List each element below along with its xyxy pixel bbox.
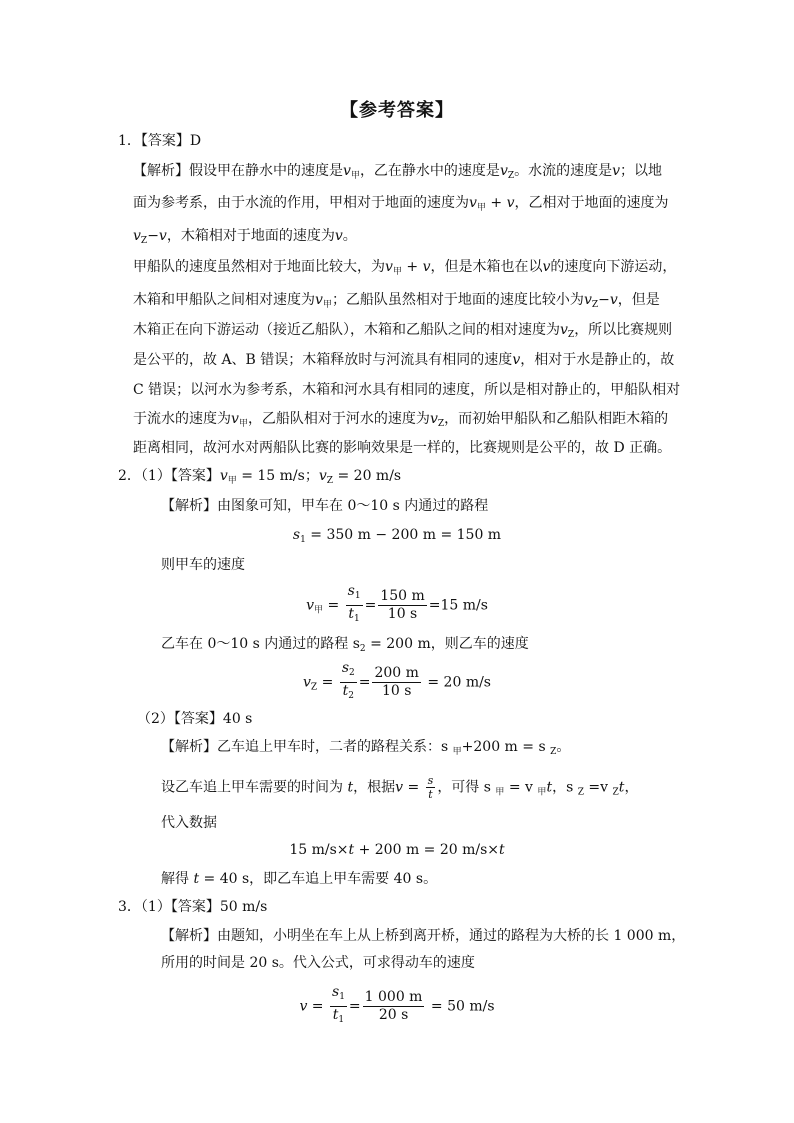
q2-analysis-line-3: 乙车在 0～10 s 内通过的路程 $s_2 = 200$ m，则乙车的速度 — [161, 636, 529, 654]
q2-analysis-line-2: 则甲车的速度 — [161, 557, 245, 573]
q3-equation-speed: v = $\frac{s_1}{t_1}$ = $\frac{1 000 m}{20 s}$ = 50 m/s — [299, 984, 495, 1025]
q2-equation-speed-jia: $v_甲$ = $\frac{s_1}{t_1}$ = $\frac{150 m}{10 s}$ =15 m/s — [306, 583, 488, 624]
q2-equation-distance: $s_1 = 350$ m − 200 m = 150 m — [292, 527, 502, 545]
q2-answer-heading-2: （2）【答案】40 s — [137, 711, 253, 727]
q1-analysis-line-10: 距离相同，故河水对两船队比赛的影响效果是一样的，比赛规则是公平的，故 D 正确。 — [133, 440, 672, 456]
q1-analysis-line-7: 是公平的，故 A、B 错误；木箱释放时与河流具有相同的速度v，相对于水是静止的，故 — [133, 352, 675, 368]
q3-answer-heading: 3．（1）【答案】50 m/s — [118, 899, 268, 915]
q1-analysis-line-4: 甲船队的速度虽然相对于地面比较大，为$v_甲 + v$，但是木箱也在以v的速度向下游运动， — [133, 259, 677, 277]
q2-analysis-line-6: 代入数据 — [161, 815, 217, 831]
q1-analysis-line-3: $v_Z-v$，木箱相对于地面的速度为v。 — [133, 228, 357, 246]
q1-analysis-line-5: 木箱和甲船队之间相对速度为$v_甲$；乙船队虽然相对于地面的速度比较小为$v_Z-v$，但是 — [133, 292, 660, 310]
page-title: 【参考答案】 — [340, 100, 454, 121]
q1-analysis-line-6: 木箱正在向下游运动（接近乙船队），木箱和乙船队之间的相对速度为$v_Z$，所以比赛规则 — [133, 322, 673, 340]
q2-analysis-line-7: 解得 t = 40 s，即乙车追上甲车需要 40 s。 — [161, 871, 438, 887]
q2-equation-speed-yi: $v_Z$ = $\frac{s_2}{t_2}$ = $\frac{200 m}{10 s}$ = 20 m/s — [302, 660, 491, 701]
q3-analysis-line-1: 【解析】由题知，小明坐在车上从上桥到离开桥，通过的路程为大桥的长 1 000 m， — [161, 928, 686, 944]
q1-answer-heading: 1．【答案】D — [118, 133, 202, 149]
q1-analysis-line-8: C 错误；以河水为参考系，木箱和河水具有相同的速度，所以是相对静止的，甲船队相对 — [133, 382, 681, 398]
q3-analysis-line-2: 所用的时间是 20 s。代入公式，可求得动车的速度 — [161, 955, 475, 971]
q2-analysis-line-4: 【解析】乙车追上甲车时，二者的路程关系：s $_甲$+200 m = s $_Z$。 — [161, 739, 571, 757]
q2-analysis-line-1: 【解析】由图象可知，甲车在 0～10 s 内通过的路程 — [161, 498, 489, 514]
q1-analysis-line-1: 【解析】假设甲在静水中的速度是$v_甲$，乙在静水中的速度是$v_Z$。水流的速度是v；以地 — [133, 163, 663, 181]
q2-answer-heading-1: 2．（1）【答案】$v_甲 = 15$ m/s；$v_Z = 20$ m/s — [118, 468, 402, 486]
q2-analysis-line-5: 设乙车追上甲车需要的时间为 t，根据v = $\frac{s}{t}$ ，可得 s $_甲$ = v $_甲$t，s $_Z$ =v $_Z$t， — [161, 774, 639, 801]
q1-analysis-line-2: 面为参考系，由于水流的作用，甲相对于地面的速度为$v_甲 + v$，乙相对于地面的速度为 — [133, 195, 669, 213]
q2-equation-time: 15 m/s×t + 200 m = 20 m/s×t — [289, 842, 505, 858]
q1-analysis-line-9: 于流水的速度为$v_甲$，乙船队相对于河水的速度为$v_Z$，而初始甲船队和乙船队相距木箱的 — [133, 411, 669, 429]
